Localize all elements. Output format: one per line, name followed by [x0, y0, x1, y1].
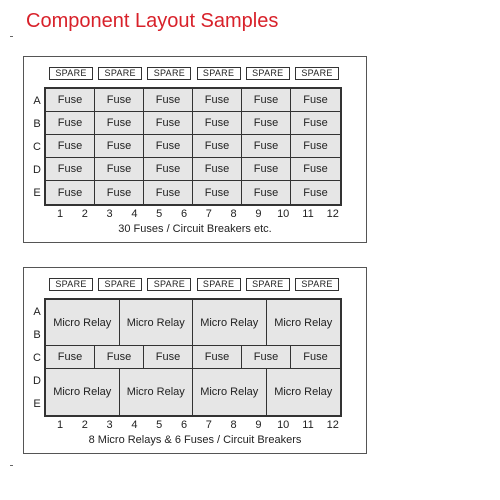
fuse-cell: Fuse: [242, 89, 291, 112]
row-label: A: [33, 94, 41, 107]
fuse-cell: Fuse: [193, 346, 242, 369]
spare-slot-label: SPARE: [98, 278, 142, 291]
column-label: 10: [277, 208, 290, 220]
fuse-cell: Fuse: [46, 135, 95, 158]
fuse-cell: Fuse: [144, 135, 193, 158]
column-label: 9: [255, 208, 262, 220]
micro-relay-cell: Micro Relay: [267, 369, 341, 415]
spare-slot-label: SPARE: [147, 278, 191, 291]
fuse-layout-panel: [23, 56, 367, 243]
fuse-cell: Fuse: [193, 181, 242, 204]
column-label: 4: [131, 208, 138, 220]
fuse-cell: Fuse: [95, 135, 144, 158]
spare-slot-label: SPARE: [98, 67, 142, 80]
fuse-cell: Fuse: [144, 181, 193, 204]
corner-mark: [10, 465, 13, 466]
row-label: B: [33, 117, 41, 130]
column-label: 11: [302, 419, 314, 431]
column-label: 12: [326, 419, 339, 431]
column-label: 7: [205, 208, 212, 220]
fuse-cell: Fuse: [242, 158, 291, 181]
fuse-cell: Fuse: [242, 181, 291, 204]
fuse-cell: Fuse: [95, 112, 144, 135]
fuse-cell: Fuse: [46, 346, 95, 369]
fuse-cell: Fuse: [242, 135, 291, 158]
spare-slot-label: SPARE: [49, 278, 93, 291]
column-label: 9: [255, 419, 262, 431]
row-label: A: [33, 305, 41, 318]
fuse-cell: Fuse: [46, 112, 95, 135]
column-label: 12: [326, 208, 339, 220]
panel-caption: 8 Micro Relays & 6 Fuses / Circuit Breakers: [88, 434, 302, 446]
spare-slot-label: SPARE: [246, 278, 290, 291]
spare-slot-label: SPARE: [147, 67, 191, 80]
fuse-cell: Fuse: [193, 135, 242, 158]
column-label: 2: [81, 419, 88, 431]
spare-slot-label: SPARE: [49, 67, 93, 80]
fuse-cell: Fuse: [291, 112, 340, 135]
column-label: 8: [230, 419, 237, 431]
fuse-cell: Fuse: [193, 112, 242, 135]
column-label: 6: [180, 419, 188, 431]
fuse-cell: Fuse: [291, 89, 340, 112]
column-label: 1: [56, 208, 64, 220]
column-label: 4: [131, 419, 138, 431]
row-label: D: [33, 163, 41, 176]
micro-relay-cell: Micro Relay: [46, 300, 120, 346]
spare-slot-label: SPARE: [295, 67, 339, 80]
row-label: B: [33, 328, 41, 341]
relay-fuse-grid: [44, 298, 342, 417]
fuse-grid: [44, 87, 342, 206]
row-label: E: [33, 397, 41, 410]
fuse-cell: Fuse: [242, 112, 291, 135]
column-label: 3: [106, 208, 113, 220]
spare-slot-label: SPARE: [295, 278, 339, 291]
row-label: D: [33, 374, 41, 387]
fuse-cell: Fuse: [291, 135, 340, 158]
fuse-cell: Fuse: [95, 181, 144, 204]
fuse-cell: Fuse: [95, 346, 144, 369]
fuse-cell: Fuse: [95, 89, 144, 112]
micro-relay-cell: Micro Relay: [267, 300, 341, 346]
fuse-cell: Fuse: [291, 346, 340, 369]
column-label: 8: [230, 208, 237, 220]
row-label: C: [33, 351, 41, 364]
column-label: 7: [205, 419, 212, 431]
fuse-cell: Fuse: [46, 89, 95, 112]
micro-relay-cell: Micro Relay: [46, 369, 120, 415]
column-label: 3: [106, 419, 113, 431]
column-label: 1: [56, 419, 64, 431]
column-label: 2: [81, 208, 88, 220]
column-label: 6: [180, 208, 188, 220]
spare-slot-label: SPARE: [197, 67, 241, 80]
fuse-cell: Fuse: [144, 112, 193, 135]
page-title: Component Layout Samples: [26, 10, 279, 32]
column-label: 10: [277, 419, 290, 431]
corner-mark: [10, 36, 13, 37]
column-label: 5: [156, 419, 163, 431]
panel-caption: 30 Fuses / Circuit Breakers etc.: [118, 223, 272, 235]
fuse-cell: Fuse: [144, 89, 193, 112]
relay-layout-panel: [23, 267, 367, 454]
micro-relay-cell: Micro Relay: [120, 300, 194, 346]
fuse-cell: Fuse: [193, 89, 242, 112]
fuse-cell: Fuse: [144, 158, 193, 181]
fuse-cell: Fuse: [193, 158, 242, 181]
fuse-cell: Fuse: [95, 158, 144, 181]
column-label: 11: [302, 208, 314, 220]
micro-relay-cell: Micro Relay: [120, 369, 194, 415]
row-label: E: [33, 186, 41, 199]
fuse-cell: Fuse: [242, 346, 291, 369]
fuse-cell: Fuse: [291, 158, 340, 181]
fuse-cell: Fuse: [46, 158, 95, 181]
spare-slot-label: SPARE: [197, 278, 241, 291]
fuse-cell: Fuse: [291, 181, 340, 204]
row-label: C: [33, 140, 41, 153]
spare-slot-label: SPARE: [246, 67, 290, 80]
fuse-cell: Fuse: [144, 346, 193, 369]
fuse-cell: Fuse: [46, 181, 95, 204]
micro-relay-cell: Micro Relay: [193, 369, 267, 415]
column-label: 5: [156, 208, 163, 220]
micro-relay-cell: Micro Relay: [193, 300, 267, 346]
